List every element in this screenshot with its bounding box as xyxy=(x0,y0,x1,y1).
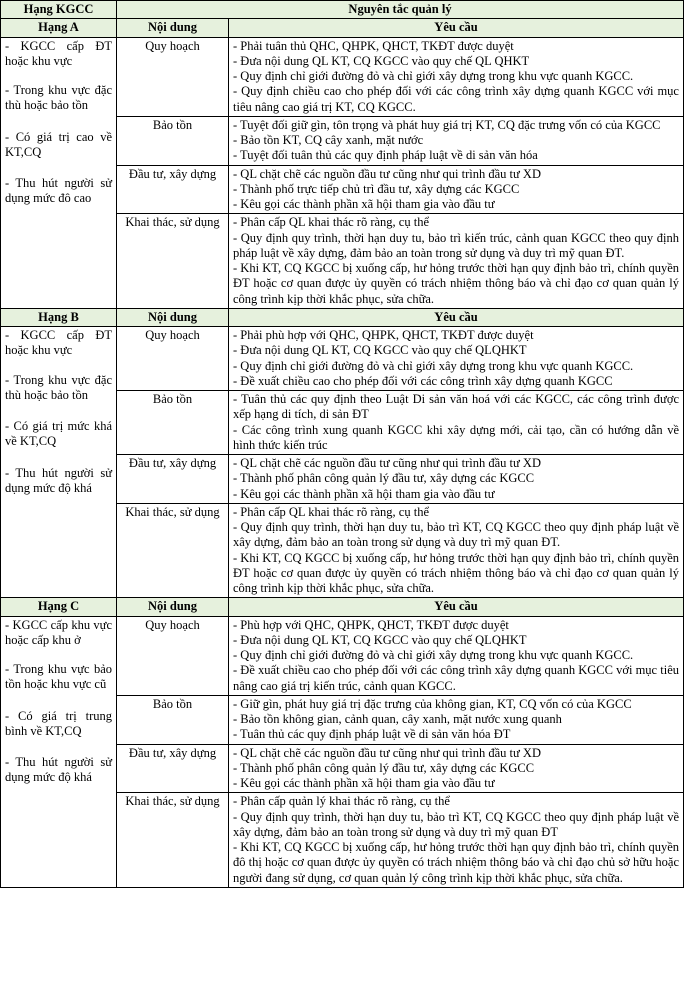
criteria-item: - Thu hút người sử dụng mức độ khá xyxy=(5,465,112,495)
requirements xyxy=(229,165,684,214)
requirement-item: - Phù hợp với QHC, QHPK, QHCT, TKĐT được duyệt xyxy=(233,617,509,632)
table-row xyxy=(1,37,684,116)
content-header: Nội dung xyxy=(117,308,229,326)
tier-header-row xyxy=(1,598,684,616)
requirements xyxy=(229,616,684,695)
requirements xyxy=(229,793,684,888)
requirement-item: - Thành phố trực tiếp chủ trì đầu tư, xây dựng các KGCC xyxy=(233,181,520,196)
tier-header-row xyxy=(1,308,684,326)
requirement-item: - Quy định quy trình, thời hạn duy tu, bảo trì KT, CQ KGCC theo quy định pháp luật về xây dựng, đảm bảo an toàn trong sử dụng và duy trì mỹ quan ĐT xyxy=(233,809,679,839)
requirement-item: - Phải phù hợp với QHC, QHPK, QHCT, TKĐT được duyệt xyxy=(233,328,534,342)
requirement-item: - Đưa nội dung QL KT, CQ KGCC vào quy chế QLQHKT xyxy=(233,343,527,358)
content-name: Bảo tồn xyxy=(117,116,229,165)
requirements xyxy=(229,455,684,504)
criteria-item: - Trong khu vực đặc thù hoặc bảo tồn xyxy=(5,372,112,402)
requirement-item: - Kêu gọi các thành phần xã hội tham gia vào đầu tư xyxy=(233,486,495,501)
table-row xyxy=(1,616,684,695)
requirements xyxy=(229,695,684,744)
requirement-item: - Kêu gọi các thành phần xã hội tham gia vào đầu tư xyxy=(233,197,495,211)
requirements xyxy=(229,116,684,165)
tier-name: Hạng B xyxy=(1,308,117,326)
content-name: Quy hoạch xyxy=(117,327,229,391)
requirement-item: - QL chặt chẽ các nguồn đầu tư cũng như qui trình đầu tư XD xyxy=(233,745,541,760)
content-name: Quy hoạch xyxy=(117,37,229,116)
requirement-item: - Tuyệt đối giữ gìn, tôn trọng và phát huy giá trị KT, CQ đặc trưng vốn có của KGCC xyxy=(233,117,661,132)
requirement-header: Yêu cầu xyxy=(229,598,684,616)
requirement-item: - Phân cấp QL khai thác rõ ràng, cụ thể xyxy=(233,215,429,230)
criteria-item: - Thu hút người sử dụng mức độ khá xyxy=(5,755,112,785)
requirement-item: - Giữ gìn, phát huy giá trị đặc trưng của không gian, KT, CQ vốn có của KGCC xyxy=(233,696,632,711)
requirement-item: - Khi KT, CQ KGCC bị xuống cấp, hư hỏng trước thời hạn quy định bảo trì, chính quyền ĐT hoặc cơ quan được ủy quyền có trách nhiệm thông báo và chỉ đạo cơ quan quản lý công trình kịp thời khắc phục, sửa chữa. xyxy=(233,261,679,306)
requirement-header: Yêu cầu xyxy=(229,308,684,326)
requirement-item: - Quy định chỉ giới đường đỏ và chỉ giới xây dựng trong khu vực quanh KGCC. xyxy=(233,358,634,373)
requirements xyxy=(229,327,684,391)
requirement-item: - Thành phố phân công quản lý đầu tư, xây dựng các KGCC xyxy=(233,760,535,775)
requirements xyxy=(229,503,684,598)
requirements xyxy=(229,744,684,793)
content-header: Nội dung xyxy=(117,19,229,37)
table-header-row xyxy=(1,1,684,19)
content-name: Quy hoạch xyxy=(117,616,229,695)
requirement-item: - Bảo tồn không gian, cảnh quan, cây xanh, mặt nước xung quanh xyxy=(233,712,562,726)
requirement-item: - Đưa nội dung QL KT, CQ KGCC vào quy chế QLQHKT xyxy=(233,632,527,647)
criteria-item: - KGCC cấp ĐT hoặc khu vực xyxy=(5,38,112,68)
tier-header-row xyxy=(1,19,684,37)
requirement-item: - Phải tuân thủ QHC, QHPK, QHCT, TKĐT được duyệt xyxy=(233,38,514,53)
content-name: Khai thác, sử dụng xyxy=(117,793,229,888)
requirement-header: Yêu cầu xyxy=(229,19,684,37)
requirement-item: - QL chặt chẽ các nguồn đầu tư cũng như qui trình đầu tư XD xyxy=(233,166,541,181)
content-name: Khai thác, sử dụng xyxy=(117,503,229,598)
criteria-item: - KGCC cấp ĐT hoặc khu vực xyxy=(5,328,112,358)
requirement-item: - Phân cấp quản lý khai thác rõ ràng, cụ thể xyxy=(233,794,450,809)
content-name: Bảo tồn xyxy=(117,695,229,744)
requirement-item: - Các công trình xung quanh KGCC khi xây dựng mới, cải tạo, cần có hướng dẫn về hình thức kiến trúc xyxy=(233,422,679,452)
requirement-item: - Tuân thủ các quy định pháp luật về di sản văn hóa ĐT xyxy=(233,727,511,742)
requirement-item: - Bảo tồn KT, CQ cây xanh, mặt nước xyxy=(233,133,424,147)
criteria-item: - Có giá trị trung bình về KT,CQ xyxy=(5,708,112,738)
criteria-item: - Có giá trị mức khá về KT,CQ xyxy=(5,419,112,449)
requirements xyxy=(229,214,684,309)
requirement-item: - QL chặt chẽ các nguồn đầu tư cũng như qui trình đầu tư XD xyxy=(233,456,541,470)
content-name: Đầu tư, xây dựng xyxy=(117,744,229,793)
requirement-item: - Khi KT, CQ KGCC bị xuống cấp, hư hỏng trước thời hạn quy định bảo trì, chính quyền đô thị hoặc cơ quan được ủy quyền có trách nhiệm thông báo và chỉ đạo chủ sở hữu hoặc người đang sử dụng, cơ quan quản lý công trình kịp thời khắc phục, sửa chữa. xyxy=(233,840,679,885)
requirement-item: - Đưa nội dung QL KT, CQ KGCC vào quy chế QL QHKT xyxy=(233,53,530,68)
tier-criteria xyxy=(1,37,117,308)
tier-name: Hạng C xyxy=(1,598,117,616)
requirement-item: - Đề xuất chiều cao cho phép đối với các công trình xây dựng quanh KGCC với mục tiêu nâng cao giá trị kiến trúc, cảnh quan KGCC. xyxy=(233,663,679,693)
requirement-item: - Quy định quy trình, thời hạn duy tu, bảo trì KT, CQ KGCC theo quy định pháp luật về xây dựng, đảm bảo an toàn trong sử dụng và duy trì mỹ quan ĐT. xyxy=(233,520,679,550)
tier-criteria xyxy=(1,616,117,887)
header-principles: Nguyên tắc quản lý xyxy=(117,1,684,19)
requirement-item: - Tuyệt đối tuân thủ các quy định pháp luật về di sản văn hóa xyxy=(233,148,538,163)
tier-criteria xyxy=(1,327,117,598)
content-name: Đầu tư, xây dựng xyxy=(117,455,229,504)
criteria-item: - Trong khu vực bảo tồn hoặc khu vực cũ xyxy=(5,662,112,692)
header-tier: Hạng KGCC xyxy=(1,1,117,19)
criteria-item: - KGCC cấp khu vực hoặc cấp khu ở xyxy=(5,617,112,647)
criteria-item: - Có giá trị cao về KT,CQ xyxy=(5,129,112,159)
tier-name: Hạng A xyxy=(1,19,117,37)
content-name: Khai thác, sử dụng xyxy=(117,214,229,309)
table-row xyxy=(1,327,684,391)
requirement-item: - Kêu gọi các thành phần xã hội tham gia vào đầu tư xyxy=(233,776,495,790)
requirement-item: - Đề xuất chiều cao cho phép đối với các công trình xây dựng quanh KGCC xyxy=(233,373,613,388)
requirements xyxy=(229,37,684,116)
requirements xyxy=(229,391,684,455)
requirement-item: - Quy định chỉ giới đường đỏ và chỉ giới xây dựng trong khu vực quanh KGCC. xyxy=(233,69,634,83)
requirement-item: - Quy định chỉ giới đường đỏ và chỉ giới xây dựng trong khu vực quanh KGCC. xyxy=(233,648,634,662)
content-header: Nội dung xyxy=(117,598,229,616)
content-name: Bảo tồn xyxy=(117,391,229,455)
requirement-item: - Quy định chiều cao cho phép đối với các công trình xây dựng quanh KGCC với mục tiêu nâng cao giá trị KT, CQ KGCC. xyxy=(233,84,679,114)
criteria-item: - Thu hút người sử dụng mức đô cao xyxy=(5,176,112,206)
requirement-item: - Thành phố phân công quản lý đầu tư, xây dựng các KGCC xyxy=(233,471,535,486)
requirement-item: - Khi KT, CQ KGCC bị xuống cấp, hư hỏng trước thời hạn quy định bảo trì, chính quyền ĐT hoặc cơ quan được ủy quyền có trách nhiệm thông báo và chỉ đạo cơ quan quản lý công trình kịp thời khắc phục, sửa chữa. xyxy=(233,550,679,595)
criteria-item: - Trong khu vực đặc thù hoặc bảo tồn xyxy=(5,83,112,113)
content-name: Đầu tư, xây dựng xyxy=(117,165,229,214)
requirement-item: - Quy định quy trình, thời hạn duy tu, bảo trì kiến trúc, cảnh quan KGCC theo quy định pháp luật về xây dựng, đảm bảo an toàn trong sử dụng và duy trì mỹ quan ĐT. xyxy=(233,230,679,260)
requirement-item: - Phân cấp QL khai thác rõ ràng, cụ thể xyxy=(233,504,429,519)
requirement-item: - Tuân thủ các quy định theo Luật Di sản văn hoá với các KGCC, các công trình được xếp hạng di tích, di sản ĐT xyxy=(233,392,679,422)
